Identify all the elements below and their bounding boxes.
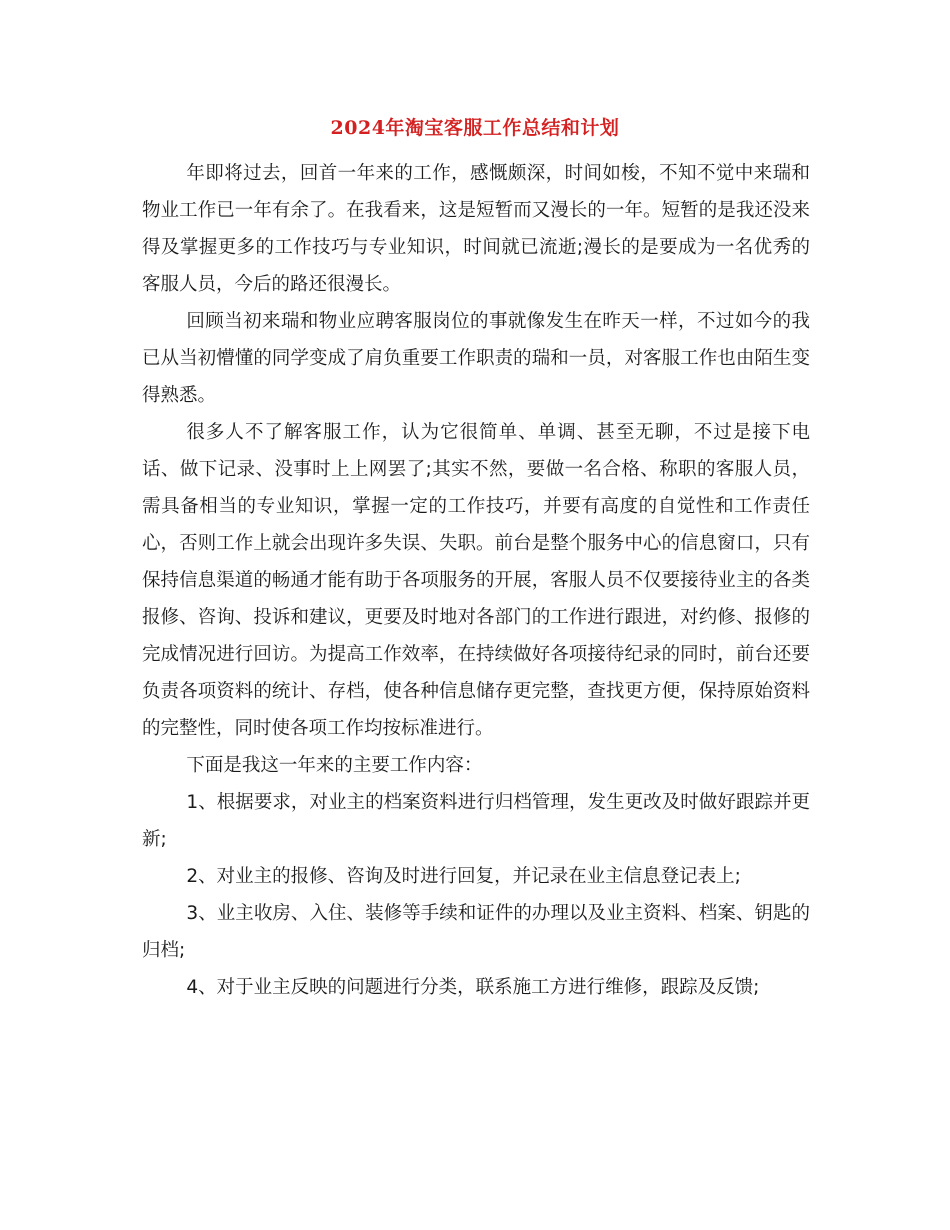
document-title: 2024年淘宝客服工作总结和计划 (330, 117, 620, 139)
list-item-4: 4、对于业主反映的问题进行分类，联系施工方进行维修，跟踪及反馈; (186, 977, 760, 998)
list-item-3: 3、业主收房、入住、装修等手续和证件的办理以及业主资料、档案、钥匙的归档; (142, 903, 810, 961)
list-item-1: 1、根据要求，对业主的档案资料进行归档管理，发生更改及时做好跟踪并更新; (142, 792, 810, 850)
paragraph-work-intro: 下面是我这一年来的主要工作内容： (186, 755, 483, 776)
paragraph-review: 回顾当初来瑞和物业应聘客服岗位的事就像发生在昨天一样，不过如今的我已从当初懵懂的同学变成了肩负重要工作职责的瑞和一员，对客服工作也由陌生变得熟悉。 (142, 311, 810, 406)
document-body (142, 155, 810, 1006)
list-item-2: 2、对业主的报修、咨询及时进行回复，并记录在业主信息登记表上; (186, 866, 741, 887)
paragraph-intro: 年即将过去，回首一年来的工作，感慨颇深，时间如梭，不知不觉中来瑞和物业工作已一年有余了。在我看来，这是短暂而又漫长的一年。短暂的是我还没来得及掌握更多的工作技巧与专业知识，时间就已流逝;漫长的是要成为一名优秀的客服人员，今后的路还很漫长。 (142, 163, 810, 295)
paragraph-customer-service: 很多人不了解客服工作，认为它很简单、单调、甚至无聊，不过是接下电话、做下记录、没事时上上网罢了;其实不然，要做一名合格、称职的客服人员，需具备相当的专业知识，掌握一定的工作技巧，并要有高度的自觉性和工作责任心，否则工作上就会出现许多失误、失职。前台是整个服务中心的信息窗口，只有保持信息渠道的畅通才能有助于各项服务的开展，客服人员不仅要接待业主的各类报修、咨询、投诉和建议，更要及时地对各部门的工作进行跟进，对约修、报修的完成情况进行回访。为提高工作效率，在持续做好各项接待纪录的同时，前台还要负责各项资料的统计、存档，使各种信息储存更完整，查找更方便，保持原始资料的完整性，同时使各项工作均按标准进行。 (142, 422, 810, 739)
